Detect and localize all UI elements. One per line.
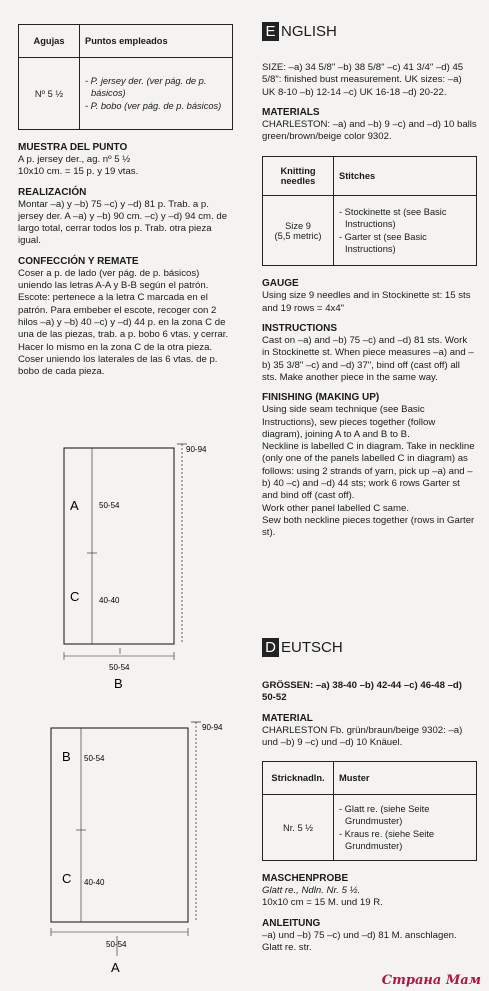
stitch-item: - Kraus re. (siehe Seite Grundmuster) — [339, 828, 435, 852]
english-needle-table — [262, 156, 477, 266]
material-text: CHARLESTON Fb. grün/braun/beige 9302: –a) und –b) 9 –c) und –d) 10 Knäuel. — [262, 724, 463, 748]
table-header-muster: Muster — [334, 762, 477, 795]
header-letter: E — [262, 22, 279, 41]
bleed-through-column — [236, 40, 260, 940]
diagram-label-b: B — [62, 749, 71, 764]
diagram-measure-b: 50-54 — [84, 754, 105, 763]
header-text: NGLISH — [281, 22, 337, 40]
english-section — [262, 20, 477, 540]
sizes-text: GRÖSSEN: –a) 38-40 –b) 42-44 –c) 46-48 –d) 50-52 — [262, 680, 462, 704]
confeccion-text: Coser a p. de lado (ver pág. de p. básicos) uniendo las letras A-A y B-B según el patrón. — [18, 267, 209, 292]
table-header-stitches: Stitches — [334, 157, 477, 196]
finishing-text: Work other panel labelled C same. — [262, 502, 410, 514]
diagram-width: 50-54 — [109, 663, 130, 672]
table-header-needles: Knitting needles — [263, 157, 334, 196]
spanish-section — [18, 0, 233, 378]
stitch-item: - Garter st (see Basic Instructions) — [339, 231, 427, 255]
sample-line: 10x10 cm. = 15 p. y 19 vtas. — [18, 166, 139, 178]
table-header-agujas: Agujas — [19, 25, 80, 58]
pattern-diagram-2 — [22, 718, 232, 980]
stitch-item: - Stockinette st (see Basic Instructions) — [339, 206, 447, 230]
diagram-label-a: A — [70, 498, 79, 513]
finishing-text: Neckline is labelled C in diagram. Take in neckline (only one of the panels labelled C in diagram) as follows: using 2 strands of yarn, pick up –a) and –b) 40 –c) and –d) 44 sts; work 6 rows Garter st and bind off (cast off). — [262, 441, 475, 502]
instructions-title: INSTRUCTIONS — [262, 323, 337, 335]
stitch-item: - P. bobo (ver pág. de p. básicos) — [85, 100, 222, 111]
finishing-title: FINISHING (MAKING UP) — [262, 392, 380, 404]
deutsch-section — [262, 636, 477, 954]
header-letter: D — [262, 638, 279, 657]
material-title: MATERIAL — [262, 712, 313, 724]
probe-line: 10x10 cm = 15 M. und 19 R. — [262, 897, 383, 909]
diagram-label-c: C — [70, 589, 80, 604]
diagram-measure-top: 90-94 — [186, 445, 207, 454]
probe-line: Glatt re., Ndln. Nr. 5 ½. — [262, 885, 361, 897]
gauge-text: Using size 9 needles and in Stockinette st: 15 sts and 19 rows = 4x4" — [262, 290, 471, 314]
probe-title: MASCHENPROBE — [262, 873, 349, 885]
anleitung-title: ANLEITUNG — [262, 917, 321, 929]
diagram-width: 50-54 — [106, 940, 127, 949]
sample-line: A p. jersey der., ag. nº 5 ½ — [18, 154, 131, 165]
realizacion-title: REALIZACIÓN — [18, 186, 87, 198]
english-header — [262, 20, 477, 42]
instructions-text: Cast on –a) and –b) 75 –c) and –d) 81 sts. Work in Stockinette st. When piece measures –a) and –b) 35 3/8" –c) and –d) 37", bind off (cast off) all sts. Make another piece in the same way. — [262, 335, 474, 383]
gauge-title: GAUGE — [262, 278, 299, 290]
sample-title: MUESTRA DEL PUNTO — [18, 142, 128, 153]
spanish-needle-table — [18, 24, 233, 130]
diagram-label-c: C — [62, 871, 72, 886]
confeccion-text: Hacer lo mismo en la zona C de la otra pieza. Coser uniendo los laterales de las 6 vtas. de p. bobo de cada pieza. — [18, 341, 218, 378]
anleitung-text: –a) und –b) 75 –c) und –d) 81 M. anschlagen. Glatt re. str. — [262, 929, 457, 954]
stitch-list — [85, 75, 227, 113]
confeccion-text: Escote: pertenece a la letra C marcada en el patrón. Para embeber el escote, recoger con 2 hilos –a) y –b) 40 –c) y –d) 44 p. en la zona C de una de las piezas, trab. a p. bobo 6 vtas. y cerrar. — [18, 292, 229, 341]
panel-rect — [51, 728, 188, 922]
deutsch-needle-table — [262, 761, 477, 861]
stitch-list — [339, 206, 471, 256]
header-text: EUTSCH — [281, 638, 343, 656]
table-header-puntos: Puntos empleados — [80, 25, 233, 58]
needle-size: Size 9 — [285, 220, 311, 231]
size-text: SIZE: –a) 34 5/8" –b) 38 5/8" –c) 41 3/4" –d) 45 5/8": finished bust measurement. UK sizes: –a) UK 8-10 –b) 12-14 –c) UK 16-18 –d) 20-22. — [262, 62, 464, 98]
pattern-diagram-1 — [40, 438, 225, 693]
needle-size: Nr. 5 ½ — [263, 795, 334, 861]
panel-rect — [64, 448, 174, 644]
watermark: Страна Мам — [381, 973, 481, 988]
needle-metric: (5,5 metric) — [274, 230, 322, 241]
deutsch-header — [262, 636, 477, 658]
table-header-nadeln: Stricknadln. — [263, 762, 334, 795]
finishing-text: Using side seam technique (see Basic Instructions), sew pieces together (follow diagram), joining A to A and B to B. — [262, 404, 436, 440]
diagram-measure-top: 90-94 — [202, 723, 223, 732]
confeccion-title: CONFECCIÓN Y REMATE — [18, 255, 139, 267]
diagram-letter: A — [111, 960, 120, 975]
materials-text: CHARLESTON: –a) and –b) 9 –c) and –d) 10 balls green/brown/beige color 9302. — [262, 118, 477, 143]
materials-title: MATERIALS — [262, 106, 320, 118]
diagram-measure-c: 40-40 — [84, 878, 105, 887]
needle-size: Nº 5 ½ — [19, 58, 80, 130]
stitch-item: - P. jersey der. (ver pág. de p. básicos) — [85, 75, 207, 99]
diagram-measure-a: 50-54 — [99, 501, 120, 510]
stitch-item: - Glatt re. (siehe Seite Grundmuster) — [339, 803, 430, 827]
finishing-text: Sew both neckline pieces together (rows in Garter st). — [262, 514, 475, 539]
diagram-letter: B — [114, 676, 123, 691]
realizacion-text: Montar –a) y –b) 75 –c) y –d) 81 p. Trab. a p. jersey der. A –a) y –b) 90 cm. –c) y –d) 94 cm. de largo total, cerrar todos los p. Trab. otra pieza igual. — [18, 198, 228, 247]
stitch-list — [339, 803, 471, 853]
diagram-measure-c: 40-40 — [99, 596, 120, 605]
